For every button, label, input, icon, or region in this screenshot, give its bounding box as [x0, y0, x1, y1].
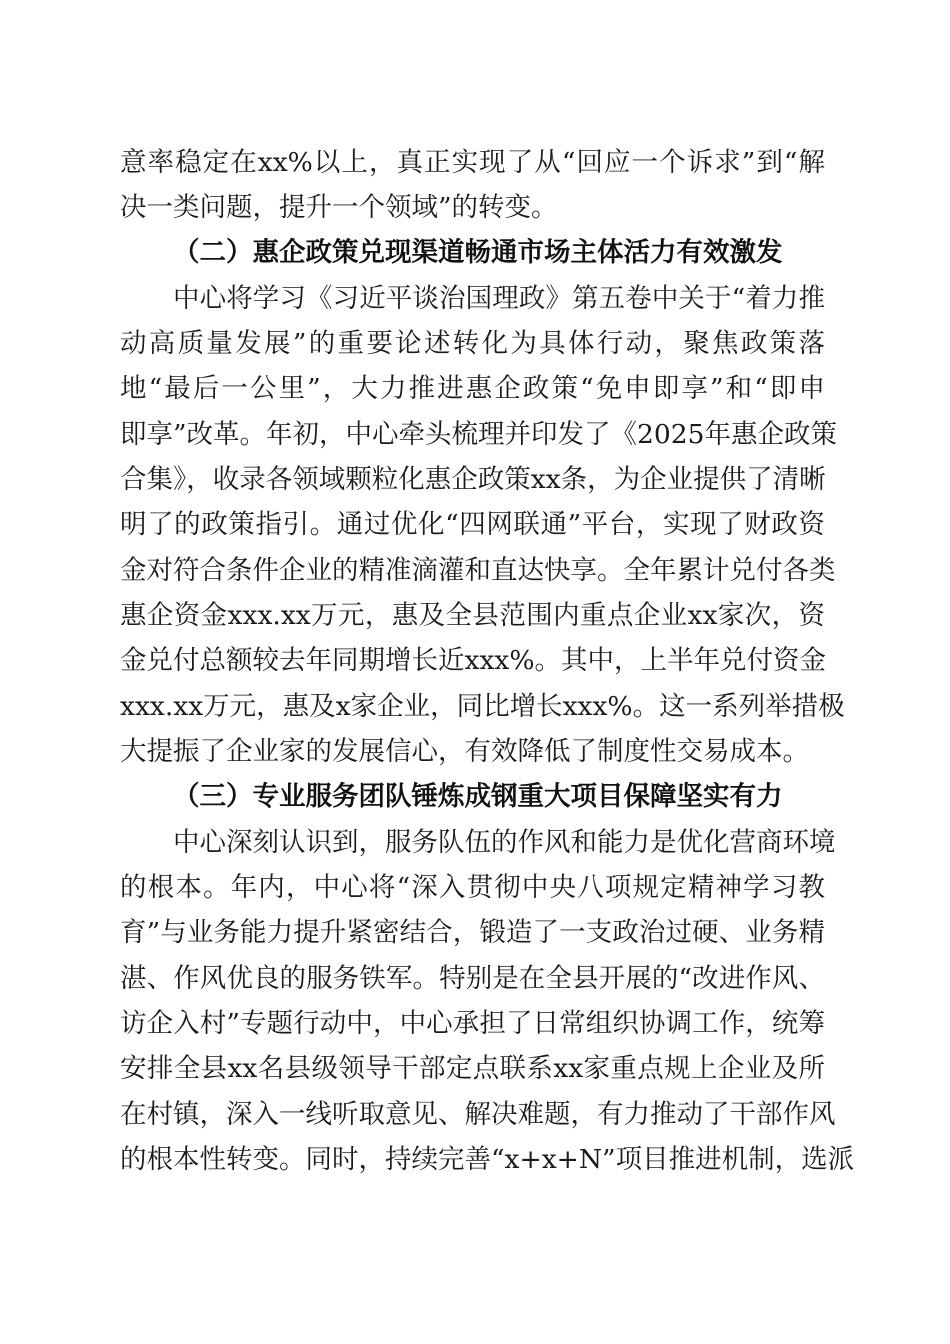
body-text-line: 惠企资金xxx.xx万元，惠及全县范围内重点企业xx家次，资 [120, 600, 825, 631]
body-text-line: 金对符合条件企业的精准滴灌和直达快享。全年累计兑付各类 [120, 555, 836, 586]
body-text-line: 访企入村”专题行动中，中心承担了日常组织协调工作，统筹 [120, 1008, 825, 1039]
body-text-line: 湛、作风优良的服务铁军。特别是在全县开展的“改进作风、 [120, 963, 825, 994]
body-text-line: xxx.xx万元，惠及x家企业，同比增长xxx%。这一系列举措极 [120, 691, 845, 722]
body-text-line: 动高质量发展”的重要论述转化为具体行动，聚焦政策落 [120, 328, 825, 359]
body-text-line: 地“最后一公里”，大力推进惠企政策“免申即享”和“即申 [120, 373, 825, 404]
body-text-line: 安排全县xx名县级领导干部定点联系xx家重点规上企业及所 [120, 1053, 825, 1084]
body-text-line: 育”与业务能力提升紧密结合，锻造了一支政治过硬、业务精 [120, 917, 825, 948]
body-text-line: 的根本。年内，中心将“深入贯彻中央八项规定精神学习教 [120, 872, 825, 903]
body-text-line: 大提振了企业家的发展信心，有效降低了制度性交易成本。 [120, 736, 809, 767]
body-text-line: 在村镇，深入一线听取意见、解决难题，有力推动了干部作风 [120, 1099, 836, 1130]
body-text-line: 的根本性转变。同时，持续完善“x+x+N”项目推进机制，选派 [120, 1144, 855, 1175]
body-text-line: 意率稳定在xx%以上，真正实现了从“回应一个诉求”到“解 [120, 147, 825, 178]
body-text-line: 中心深刻认识到，服务队伍的作风和能力是优化营商环境 [173, 827, 836, 858]
body-text-line: 决一类问题，提升一个领域”的转变。 [120, 192, 558, 223]
body-text-line: 明了的政策指引。通过优化“四网联通”平台，实现了财政资 [120, 509, 825, 540]
section-heading: （二）惠企政策兑现渠道畅通市场主体活力有效激发 [173, 237, 783, 268]
body-text-line: 金兑付总额较去年同期增长近xxx%。其中，上半年兑付资金 [120, 645, 827, 676]
body-text-line: 即享”改革。年初，中心牵头梳理并印发了《2025年惠企政策 [120, 419, 837, 450]
body-text-line: 合集》，收录各领域颗粒化惠企政策xx条，为企业提供了清晰 [120, 464, 826, 495]
body-text-line: 中心将学习《习近平谈治国理政》第五卷中关于“着力推 [173, 283, 825, 314]
section-heading: （三）专业服务团队锤炼成钢重大项目保障坚实有力 [173, 781, 783, 812]
